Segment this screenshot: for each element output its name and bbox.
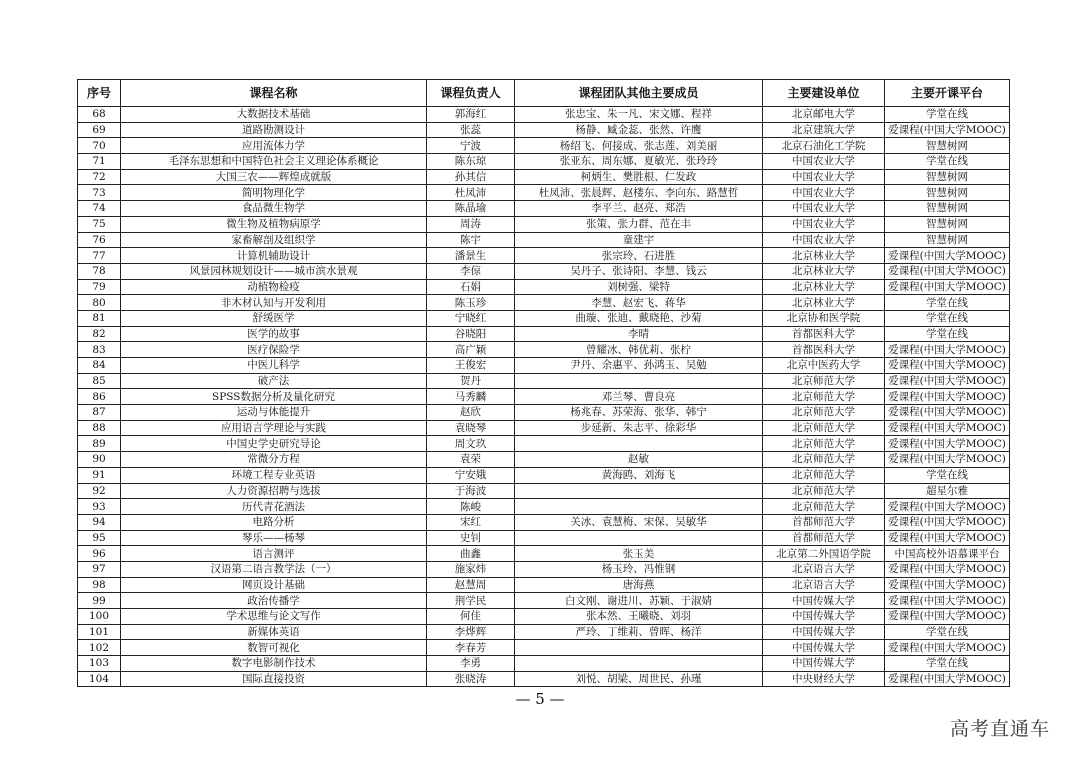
cell-index: 103 (78, 656, 121, 672)
cell-index: 79 (78, 279, 121, 295)
cell-institution: 首都师范大学 (763, 530, 885, 546)
cell-course-lead: 陈东琼 (427, 154, 515, 170)
cell-index: 68 (78, 107, 121, 123)
cell-platform: 爱课程(中国大学MOOC) (885, 530, 1010, 546)
cell-platform: 爱课程(中国大学MOOC) (885, 561, 1010, 577)
cell-course-name: 舒缓医学 (121, 310, 427, 326)
cell-team-members: 李平兰、赵亮、郑浩 (515, 201, 763, 217)
cell-team-members: 尹丹、余惠平、孙鸿玉、吴勉 (515, 358, 763, 374)
cell-team-members: 杨兆春、苏荣海、张华、韩宁 (515, 405, 763, 421)
cell-institution: 北京协和医学院 (763, 310, 885, 326)
cell-course-name: 运动与体能提升 (121, 405, 427, 421)
table-row (78, 593, 1010, 609)
cell-index: 73 (78, 185, 121, 201)
cell-course-lead: 张晓涛 (427, 671, 515, 687)
cell-institution: 北京语言大学 (763, 561, 885, 577)
cell-course-name: 医疗保险学 (121, 342, 427, 358)
cell-institution: 北京林业大学 (763, 248, 885, 264)
cell-course-name: 常微分方程 (121, 452, 427, 468)
table-row (78, 452, 1010, 468)
cell-team-members: 邓兰琴、曹良亮 (515, 389, 763, 405)
cell-index: 91 (78, 467, 121, 483)
cell-course-lead: 李春芳 (427, 640, 515, 656)
cell-course-lead: 李烨辉 (427, 624, 515, 640)
course-table (77, 79, 1010, 687)
cell-course-name: 破产法 (121, 373, 427, 389)
page-number: — 5 — (515, 690, 565, 708)
cell-team-members (515, 640, 763, 656)
cell-course-lead: 宋红 (427, 514, 515, 530)
header-course-lead: 课程负责人 (427, 80, 515, 107)
cell-platform: 爱课程(中国大学MOOC) (885, 577, 1010, 593)
cell-course-lead: 袁晓琴 (427, 420, 515, 436)
cell-institution: 首都医科大学 (763, 326, 885, 342)
cell-team-members: 关冰、袁慧梅、宋保、吴敏华 (515, 514, 763, 530)
table-header-row (78, 80, 1010, 107)
cell-platform: 智慧树网 (885, 169, 1010, 185)
cell-index: 96 (78, 546, 121, 562)
table-body (78, 107, 1010, 687)
cell-course-name: 历代青花酒法 (121, 499, 427, 515)
cell-institution: 北京师范大学 (763, 452, 885, 468)
cell-course-lead: 张蕊 (427, 122, 515, 138)
cell-institution: 中国传媒大学 (763, 656, 885, 672)
cell-index: 89 (78, 436, 121, 452)
cell-team-members: 柯炳生、樊胜根、仁发政 (515, 169, 763, 185)
cell-course-lead: 李勇 (427, 656, 515, 672)
cell-course-lead: 周文玖 (427, 436, 515, 452)
cell-team-members: 曾耀冰、韩优莉、张柠 (515, 342, 763, 358)
cell-index: 102 (78, 640, 121, 656)
cell-team-members: 杨静、臧金蕊、张然、许鹰 (515, 122, 763, 138)
cell-index: 99 (78, 593, 121, 609)
table-row (78, 577, 1010, 593)
cell-team-members (515, 436, 763, 452)
header-team-members: 课程团队其他主要成员 (515, 80, 763, 107)
cell-index: 97 (78, 561, 121, 577)
cell-team-members: 李慧、赵宏飞、蒋华 (515, 295, 763, 311)
table-row (78, 169, 1010, 185)
cell-course-name: 简明物理化学 (121, 185, 427, 201)
cell-team-members: 严玲、丁维莉、曾晖、杨洋 (515, 624, 763, 640)
cell-course-lead: 于海波 (427, 483, 515, 499)
cell-course-name: 数字电影制作技术 (121, 656, 427, 672)
cell-course-name: 应用流体力学 (121, 138, 427, 154)
table-row (78, 232, 1010, 248)
cell-platform: 学堂在线 (885, 326, 1010, 342)
table-row (78, 342, 1010, 358)
cell-course-name: 中医儿科学 (121, 358, 427, 374)
table-row (78, 499, 1010, 515)
cell-platform: 爱课程(中国大学MOOC) (885, 389, 1010, 405)
cell-course-name: 数智可视化 (121, 640, 427, 656)
cell-team-members: 张本然、王曦晓、刘羽 (515, 609, 763, 625)
cell-course-name: 风景园林规划设计——城市滨水景观 (121, 263, 427, 279)
cell-team-members: 黄海鸥、刘海飞 (515, 467, 763, 483)
watermark-text: 高考直通车 (949, 718, 1050, 740)
table-row (78, 216, 1010, 232)
table-row (78, 185, 1010, 201)
cell-course-lead: 潘景生 (427, 248, 515, 264)
cell-team-members: 步延新、朱志平、徐彩华 (515, 420, 763, 436)
cell-institution: 中国传媒大学 (763, 609, 885, 625)
header-platform: 主要开课平台 (885, 80, 1010, 107)
cell-index: 72 (78, 169, 121, 185)
cell-index: 70 (78, 138, 121, 154)
cell-institution: 北京中医药大学 (763, 358, 885, 374)
cell-course-name: 医学的故事 (121, 326, 427, 342)
cell-index: 74 (78, 201, 121, 217)
cell-institution: 北京林业大学 (763, 279, 885, 295)
cell-index: 85 (78, 373, 121, 389)
cell-index: 95 (78, 530, 121, 546)
cell-course-lead: 周涛 (427, 216, 515, 232)
cell-platform: 爱课程(中国大学MOOC) (885, 263, 1010, 279)
table-row (78, 122, 1010, 138)
cell-index: 101 (78, 624, 121, 640)
cell-institution: 北京语言大学 (763, 577, 885, 593)
table-row (78, 263, 1010, 279)
cell-institution: 中国农业大学 (763, 201, 885, 217)
cell-course-name: 琴乐——杨琴 (121, 530, 427, 546)
cell-course-lead: 宁安娥 (427, 467, 515, 483)
cell-course-lead: 袁荣 (427, 452, 515, 468)
cell-platform: 智慧树网 (885, 185, 1010, 201)
table-row (78, 546, 1010, 562)
cell-platform: 学堂在线 (885, 154, 1010, 170)
cell-index: 80 (78, 295, 121, 311)
cell-course-lead: 陈玉珍 (427, 295, 515, 311)
table-row (78, 295, 1010, 311)
cell-course-name: 语言测评 (121, 546, 427, 562)
cell-index: 92 (78, 483, 121, 499)
cell-course-name: 毛泽东思想和中国特色社会主义理论体系概论 (121, 154, 427, 170)
cell-institution: 北京师范大学 (763, 405, 885, 421)
cell-course-name: 学术思维与论文写作 (121, 609, 427, 625)
cell-course-lead: 赵欣 (427, 405, 515, 421)
cell-course-lead: 曲鑫 (427, 546, 515, 562)
cell-institution: 中国农业大学 (763, 216, 885, 232)
cell-course-name: 国际直接投资 (121, 671, 427, 687)
table-row (78, 436, 1010, 452)
table-row (78, 201, 1010, 217)
cell-course-name: 政治传播学 (121, 593, 427, 609)
header-course-name: 课程名称 (121, 80, 427, 107)
table-row (78, 640, 1010, 656)
cell-index: 104 (78, 671, 121, 687)
cell-index: 82 (78, 326, 121, 342)
cell-platform: 学堂在线 (885, 107, 1010, 123)
cell-course-name: 道路勘测设计 (121, 122, 427, 138)
cell-team-members: 刘树强、梁特 (515, 279, 763, 295)
cell-index: 86 (78, 389, 121, 405)
cell-index: 93 (78, 499, 121, 515)
table-row (78, 671, 1010, 687)
cell-institution: 北京师范大学 (763, 420, 885, 436)
cell-platform: 爱课程(中国大学MOOC) (885, 593, 1010, 609)
cell-course-name: 大数据技术基础 (121, 107, 427, 123)
cell-institution: 北京林业大学 (763, 263, 885, 279)
cell-platform: 爱课程(中国大学MOOC) (885, 405, 1010, 421)
table-row (78, 358, 1010, 374)
cell-course-lead: 贺丹 (427, 373, 515, 389)
table-row (78, 326, 1010, 342)
cell-index: 75 (78, 216, 121, 232)
cell-course-lead: 宁波 (427, 138, 515, 154)
cell-index: 83 (78, 342, 121, 358)
cell-institution: 北京林业大学 (763, 295, 885, 311)
cell-team-members: 杜凤沛、张晨辉、赵楼东、李向东、路慧哲 (515, 185, 763, 201)
cell-course-lead: 杜凤沛 (427, 185, 515, 201)
cell-platform: 智慧树网 (885, 232, 1010, 248)
cell-course-lead: 谷晓阳 (427, 326, 515, 342)
table-row (78, 405, 1010, 421)
cell-institution: 中央财经大学 (763, 671, 885, 687)
cell-platform: 爱课程(中国大学MOOC) (885, 342, 1010, 358)
cell-course-lead: 马秀麟 (427, 389, 515, 405)
cell-institution: 中国传媒大学 (763, 593, 885, 609)
cell-course-name: 中国史学史研究导论 (121, 436, 427, 452)
cell-team-members: 张玉美 (515, 546, 763, 562)
cell-team-members: 童建宇 (515, 232, 763, 248)
cell-index: 88 (78, 420, 121, 436)
cell-platform: 爱课程(中国大学MOOC) (885, 420, 1010, 436)
cell-team-members: 唐海燕 (515, 577, 763, 593)
cell-course-lead: 陈晶瑜 (427, 201, 515, 217)
cell-institution: 中国农业大学 (763, 185, 885, 201)
cell-platform: 爱课程(中国大学MOOC) (885, 122, 1010, 138)
cell-platform: 爱课程(中国大学MOOC) (885, 609, 1010, 625)
table-row (78, 514, 1010, 530)
table-row (78, 154, 1010, 170)
cell-index: 71 (78, 154, 121, 170)
cell-platform: 爱课程(中国大学MOOC) (885, 499, 1010, 515)
cell-index: 90 (78, 452, 121, 468)
cell-platform: 智慧树网 (885, 216, 1010, 232)
table-row (78, 609, 1010, 625)
cell-team-members (515, 483, 763, 499)
cell-course-name: 电路分析 (121, 514, 427, 530)
cell-team-members: 张策、张力群、范在丰 (515, 216, 763, 232)
cell-course-lead: 陈峻 (427, 499, 515, 515)
cell-course-lead: 石娟 (427, 279, 515, 295)
cell-institution: 中国传媒大学 (763, 624, 885, 640)
cell-team-members (515, 530, 763, 546)
cell-institution: 北京师范大学 (763, 499, 885, 515)
table-row (78, 389, 1010, 405)
cell-institution: 北京邮电大学 (763, 107, 885, 123)
cell-institution: 北京师范大学 (763, 389, 885, 405)
table-row (78, 483, 1010, 499)
cell-institution: 首都医科大学 (763, 342, 885, 358)
cell-index: 76 (78, 232, 121, 248)
table-row (78, 373, 1010, 389)
cell-institution: 北京师范大学 (763, 483, 885, 499)
cell-team-members: 刘悦、胡梁、周世民、孙瑾 (515, 671, 763, 687)
cell-team-members: 李晴 (515, 326, 763, 342)
cell-institution: 北京师范大学 (763, 373, 885, 389)
cell-course-name: 微生物及植物病原学 (121, 216, 427, 232)
table-row (78, 530, 1010, 546)
cell-platform: 爱课程(中国大学MOOC) (885, 248, 1010, 264)
cell-course-lead: 孙其信 (427, 169, 515, 185)
table-row (78, 248, 1010, 264)
cell-team-members (515, 373, 763, 389)
table-row (78, 656, 1010, 672)
cell-course-lead: 郭海红 (427, 107, 515, 123)
cell-team-members: 赵敏 (515, 452, 763, 468)
cell-course-lead: 高广颖 (427, 342, 515, 358)
cell-course-name: 食品微生物学 (121, 201, 427, 217)
cell-team-members: 杨玉玲、冯惟钢 (515, 561, 763, 577)
cell-index: 77 (78, 248, 121, 264)
cell-platform: 智慧树网 (885, 201, 1010, 217)
header-index: 序号 (78, 80, 121, 107)
cell-index: 100 (78, 609, 121, 625)
cell-team-members: 张亚东、周东娜、夏敏光、张玲玲 (515, 154, 763, 170)
cell-course-name: 非木材认知与开发利用 (121, 295, 427, 311)
table-row (78, 279, 1010, 295)
cell-index: 94 (78, 514, 121, 530)
table-row (78, 420, 1010, 436)
cell-team-members (515, 499, 763, 515)
table-row (78, 310, 1010, 326)
cell-index: 69 (78, 122, 121, 138)
cell-platform: 学堂在线 (885, 656, 1010, 672)
cell-platform: 爱课程(中国大学MOOC) (885, 373, 1010, 389)
cell-team-members (515, 656, 763, 672)
cell-course-lead: 赵慧周 (427, 577, 515, 593)
cell-course-name: 新媒体英语 (121, 624, 427, 640)
cell-platform: 爱课程(中国大学MOOC) (885, 358, 1010, 374)
cell-course-lead: 宁晓红 (427, 310, 515, 326)
cell-course-name: 家畜解剖及组织学 (121, 232, 427, 248)
cell-course-lead: 荆学民 (427, 593, 515, 609)
cell-institution: 北京建筑大学 (763, 122, 885, 138)
cell-course-name: 大国三农——辉煌成就版 (121, 169, 427, 185)
cell-index: 84 (78, 358, 121, 374)
cell-institution: 中国传媒大学 (763, 640, 885, 656)
cell-team-members: 吴丹子、张诗阳、李慧、钱云 (515, 263, 763, 279)
cell-institution: 中国农业大学 (763, 154, 885, 170)
cell-platform: 学堂在线 (885, 467, 1010, 483)
cell-index: 98 (78, 577, 121, 593)
cell-index: 87 (78, 405, 121, 421)
header-institution: 主要建设单位 (763, 80, 885, 107)
cell-index: 81 (78, 310, 121, 326)
cell-institution: 北京师范大学 (763, 436, 885, 452)
cell-course-lead: 施家炜 (427, 561, 515, 577)
cell-course-name: 人力资源招聘与选拔 (121, 483, 427, 499)
cell-course-lead: 李倞 (427, 263, 515, 279)
cell-institution: 中国农业大学 (763, 232, 885, 248)
table-row (78, 624, 1010, 640)
cell-platform: 爱课程(中国大学MOOC) (885, 452, 1010, 468)
cell-course-name: 计算机辅助设计 (121, 248, 427, 264)
cell-institution: 北京石油化工学院 (763, 138, 885, 154)
cell-platform: 中国高校外语慕课平台 (885, 546, 1010, 562)
cell-platform: 学堂在线 (885, 624, 1010, 640)
cell-platform: 爱课程(中国大学MOOC) (885, 514, 1010, 530)
table-row (78, 561, 1010, 577)
cell-course-name: 应用语言学理论与实践 (121, 420, 427, 436)
cell-course-lead: 史钊 (427, 530, 515, 546)
cell-institution: 中国农业大学 (763, 169, 885, 185)
cell-course-name: 动植物检疫 (121, 279, 427, 295)
cell-platform: 超星尔雅 (885, 483, 1010, 499)
cell-platform: 爱课程(中国大学MOOC) (885, 436, 1010, 452)
cell-course-name: 网页设计基础 (121, 577, 427, 593)
cell-platform: 学堂在线 (885, 295, 1010, 311)
cell-course-lead: 陈宇 (427, 232, 515, 248)
cell-course-name: 汉语第二语言教学法（一） (121, 561, 427, 577)
cell-course-lead: 王俊宏 (427, 358, 515, 374)
cell-institution: 北京第二外国语学院 (763, 546, 885, 562)
cell-index: 78 (78, 263, 121, 279)
cell-platform: 爱课程(中国大学MOOC) (885, 671, 1010, 687)
cell-platform: 爱课程(中国大学MOOC) (885, 640, 1010, 656)
cell-team-members: 张忠宝、朱一凡、宋文娜、程祥 (515, 107, 763, 123)
table-row (78, 107, 1010, 123)
cell-institution: 首都师范大学 (763, 514, 885, 530)
cell-team-members: 曲璇、张迪、戴晓艳、沙菊 (515, 310, 763, 326)
cell-platform: 爱课程(中国大学MOOC) (885, 279, 1010, 295)
table-row (78, 467, 1010, 483)
cell-institution: 北京师范大学 (763, 467, 885, 483)
cell-course-name: 环境工程专业英语 (121, 467, 427, 483)
cell-course-name: SPSS数据分析及量化研究 (121, 389, 427, 405)
cell-team-members: 张宗玲、石进胜 (515, 248, 763, 264)
cell-team-members: 杨绍飞、何接成、张志莲、刘美丽 (515, 138, 763, 154)
cell-platform: 智慧树网 (885, 138, 1010, 154)
cell-team-members: 白文刚、谢进川、苏颖、于淑婧 (515, 593, 763, 609)
table-row (78, 138, 1010, 154)
cell-platform: 学堂在线 (885, 310, 1010, 326)
cell-course-lead: 何佳 (427, 609, 515, 625)
